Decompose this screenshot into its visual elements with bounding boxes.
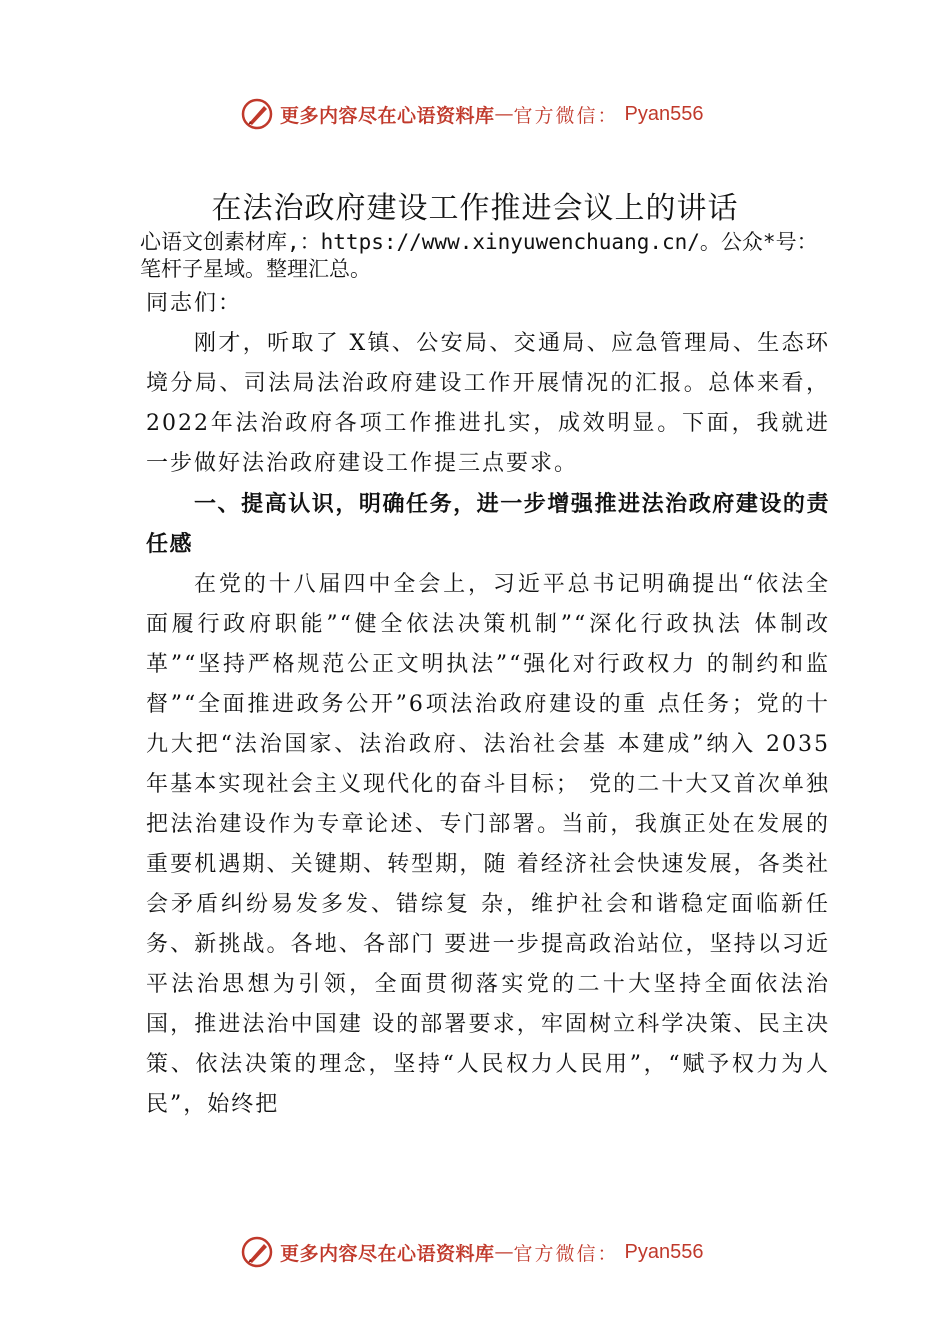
footer-brand-text: 更多内容尽在心语资料库 [280,1242,495,1265]
header-brand-text: 更多内容尽在心语资料库 [280,104,495,127]
footer-separator: — [494,1241,514,1263]
paragraph-2: 在党的十八届四中全会上，习近平总书记明确提出“依法全面履行政府职能”“健全依法决策机制”“深化行政执法 体制改革”“坚持严格规范公正文明执法”“强化对行政权力 的制约和监督”“全面推进政务公开”6项法治政府建设的重 点任务；党的十九大把“法治国家、法治政府、法治社会基 本建成”纳入 2035年基本实现社会主义现代化的奋斗目标； 党的二十大又首次单独把法治建设作为专章论述、专门部署。当前，我旗正处在发展的重要机遇期、关键期、转型期，随 着经济社会快速发展，各类社会矛盾纠纷易发多发、错综复 杂，维护社会和谐稳定面临新任务、新挑战。各地、各部门 要进一步提高政治站位，坚持以习近平法治思想为引领，全面贯彻落实党的二十大坚持全面依法治国，推进法治中国建 设的部署要求，牢固树立科学决策、民主决策、依法决策的理念，坚持“人民权力人民用”，“赋予权力为人民”，始终把 [146,572,830,1117]
source-note: 心语文创素材库,：https://www.xinyuwenchuang.cn/。公众*号：笔杆子星域。整理汇总。 [140,230,818,281]
pen-circle-icon [240,97,274,131]
document-title: 在法治政府建设工作推进会议上的讲话 [211,191,739,226]
footer-official-label: 官方微信： [513,1242,619,1265]
header-separator: — [494,103,514,125]
header-banner [0,94,950,134]
footer-banner [0,1232,950,1272]
pen-circle-icon [240,1235,274,1269]
salutation: 同志们： [146,291,243,316]
footer-banner-content [240,1232,704,1272]
paragraph-1: 刚才，听取了 X镇、公安局、交通局、应急管理局、生态环境分局、司法局法治政府建设工作开展情况的汇报。总体来看，2022年法治政府各项工作推进扎实，成效明显。下面，我就进一步做好法治政府建设工作提三点要求。 [146,331,830,476]
header-wechat-id: Pyan556 [624,102,704,125]
header-official-label: 官方微信： [513,104,619,127]
footer-wechat-id: Pyan556 [624,1240,704,1263]
header-banner-content [240,94,704,134]
section-heading-1: 一、提高认识，明确任务，进一步增强推进法治政府建设的责任感 [146,492,830,557]
